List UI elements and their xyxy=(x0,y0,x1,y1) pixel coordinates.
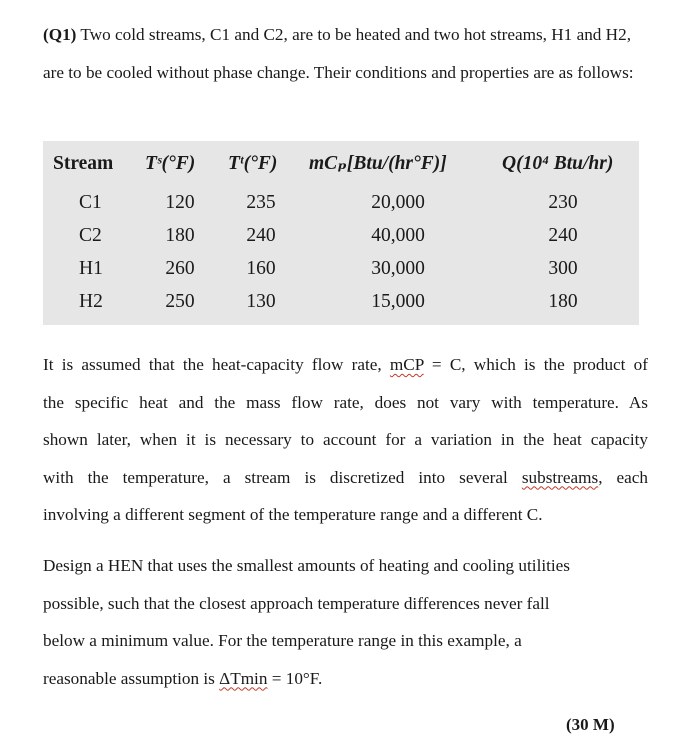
header-heat-duty-text: Q(10⁴ Btu/hr) xyxy=(502,153,614,174)
cell-target-temp: 130 xyxy=(246,291,276,312)
assumption-paragraph xyxy=(43,346,648,534)
assumption-text: It is assumed that the heat-capacity flow rate, xyxy=(43,355,390,374)
cell-stream: H2 xyxy=(79,291,103,312)
table-header-row xyxy=(43,149,639,179)
table-row xyxy=(43,221,639,251)
substreams-word: substreams xyxy=(521,467,599,487)
mcp-symbol: mCP xyxy=(389,355,424,374)
question-label: (Q1) xyxy=(43,25,77,44)
cell-stream: C2 xyxy=(79,225,102,246)
cell-supply-temp: 250 xyxy=(165,291,195,312)
assumption-text: , each xyxy=(598,467,648,487)
cell-target-temp: 235 xyxy=(246,192,276,213)
assumption-text: = C, which is the product of xyxy=(423,355,648,374)
assumption-line-5: involving a different segment of the temperature range and a different C. xyxy=(43,505,543,524)
cell-supply-temp: 260 xyxy=(165,258,195,279)
question-intro: Two cold streams, C1 and C2, are to be heated and two hot streams, H1 and H2, are to be cooled without phase change. Their conditions and properties are as follows: xyxy=(43,25,634,82)
header-target-temp-text: Tᵗ(°F) xyxy=(228,153,278,174)
marks-label: (30 M) xyxy=(566,715,615,734)
design-text: reasonable assumption is xyxy=(43,668,220,688)
cell-supply-temp: 180 xyxy=(165,225,195,246)
design-task-paragraph xyxy=(43,547,643,697)
assumption-line-1 xyxy=(43,346,648,384)
assumption-text: with the temperature, a stream is discretized into several xyxy=(43,467,522,487)
header-heat-duty xyxy=(502,149,613,179)
cell-heat-duty: 300 xyxy=(548,258,578,279)
header-target-temp xyxy=(228,149,277,179)
table-row xyxy=(43,254,639,284)
cell-stream: C1 xyxy=(79,192,102,213)
design-line-1: Design a HEN that uses the smallest amounts of heating and cooling utilities xyxy=(43,556,570,575)
cell-heat-capacity-flow: 40,000 xyxy=(371,225,425,246)
header-supply-temp xyxy=(145,149,195,179)
delta-t-min-symbol: ΔTmin xyxy=(219,668,268,688)
question-paragraph xyxy=(43,16,643,91)
header-heat-capacity-flow xyxy=(309,149,447,179)
assumption-line-3: shown later, when it is necessary to account for a variation in the heat capacity xyxy=(43,430,648,449)
assumption-line-2: the specific heat and the mass flow rate, does not vary with temperature. As xyxy=(43,392,648,412)
design-line-4 xyxy=(43,660,643,698)
cell-supply-temp: 120 xyxy=(165,192,195,213)
cell-heat-capacity-flow: 20,000 xyxy=(371,192,425,213)
table-row xyxy=(43,188,639,218)
cell-heat-duty: 240 xyxy=(548,225,578,246)
stream-data-table xyxy=(43,141,639,325)
header-stream: Stream xyxy=(53,153,114,174)
cell-heat-duty: 230 xyxy=(548,192,578,213)
cell-stream: H1 xyxy=(79,258,103,279)
cell-target-temp: 240 xyxy=(246,225,276,246)
table-row xyxy=(43,287,639,317)
header-heat-capacity-flow-text: mCₚ[Btu/(hr°F)] xyxy=(309,153,447,174)
cell-heat-duty: 180 xyxy=(548,291,578,312)
cell-target-temp: 160 xyxy=(246,258,276,279)
header-supply-temp-text: Tˢ(°F) xyxy=(145,153,196,174)
assumption-line-4 xyxy=(43,459,648,497)
design-line-2: possible, such that the closest approach temperature differences never fall xyxy=(43,593,550,613)
design-text: = 10°F. xyxy=(267,668,323,688)
cell-heat-capacity-flow: 15,000 xyxy=(371,291,425,312)
design-line-3: below a minimum value. For the temperature range in this example, a xyxy=(43,631,522,650)
cell-heat-capacity-flow: 30,000 xyxy=(371,258,425,279)
